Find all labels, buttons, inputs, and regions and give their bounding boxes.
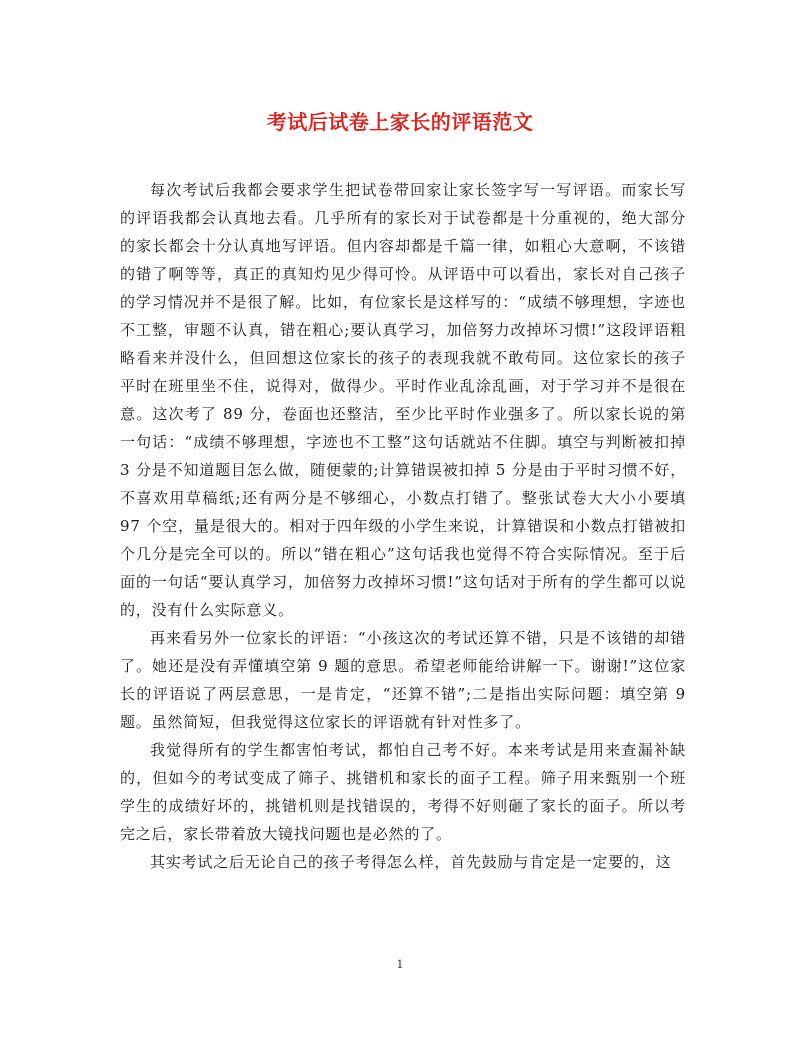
page-number: 1 xyxy=(396,958,404,971)
document-title: 考试后试卷上家长的评语范文 xyxy=(266,110,534,134)
document-body xyxy=(120,176,686,876)
paragraph-4: 其实考试之后无论自己的孩子考得怎么样，首先鼓励与肯定是一定要的，这 xyxy=(150,853,672,871)
paragraph-3: 我觉得所有的学生都害怕考试，都怕自己考不好。本来考试是用来查漏补缺的，但如今的考试变成了筛子、挑错机和家长的面子工程。筛子用来甄别一个班学生的成绩好坏的，挑错机则是找错误的，考得不好则砸了家长的面子。所以考完之后，家长带着放大镜找问题也是必然的了。 xyxy=(120,741,686,843)
paragraph-1: 每次考试后我都会要求学生把试卷带回家让家长签字写一写评语。而家长写的评语我都会认真地去看。几乎所有的家长对于试卷都是十分重视的，绝大部分的家长都会十分认真地写评语。但内容却都是千篇一律，如粗心大意啊，不该错的错了啊等等，真正的真知灼见少得可怜。从评语中可以看出，家长对自己孩子的学习情况并不是很了解。比如，有位家长是这样写的：“成绩不够理想，字迹也不工整，审题不认真，错在粗心;要认真学习，加倍努力改掉坏习惯!”这段评语粗略看来并没什么，但回想这位家长的孩子的表现我就不敢苟同。这位家长的孩子平时在班里坐不住，说得对，做得少。平时作业乱涂乱画，对于学习并不是很在意。这次考了 89 分，卷面也还整洁，至少比平时作业强多了。所以家长说的第一句话：“成绩不够理想，字迹也不工整”这句话就站不住脚。填空与判断被扣掉 3 分是不知道题目怎么做，随便蒙的;计算错误被扣掉 5 分是由于平时习惯不好，不喜欢用草稿纸;还有两分是不够细心，小数点打错了。整张试卷大大小小要填 97 个空，量是很大的。相对于四年级的小学生来说，计算错误和小数点打错被扣个几分是完全可以的。所以“错在粗心”这句话我也觉得不符合实际情况。至于后面的一句话“要认真学习，加倍努力改掉坏习惯!”这句话对于所有的学生都可以说的，没有什么实际意义。 xyxy=(120,181,686,619)
paragraph-2: 再来看另外一位家长的评语：“小孩这次的考试还算不错，只是不该错的却错了。她还是没有弄懂填空第 9 题的意思。希望老师能给讲解一下。谢谢!”这位家长的评语说了两层意思，一是肯定，“还算不错”;二是指出实际问题：填空第 9 题。虽然简短，但我觉得这位家长的评语就有针对性多了。 xyxy=(120,629,686,731)
